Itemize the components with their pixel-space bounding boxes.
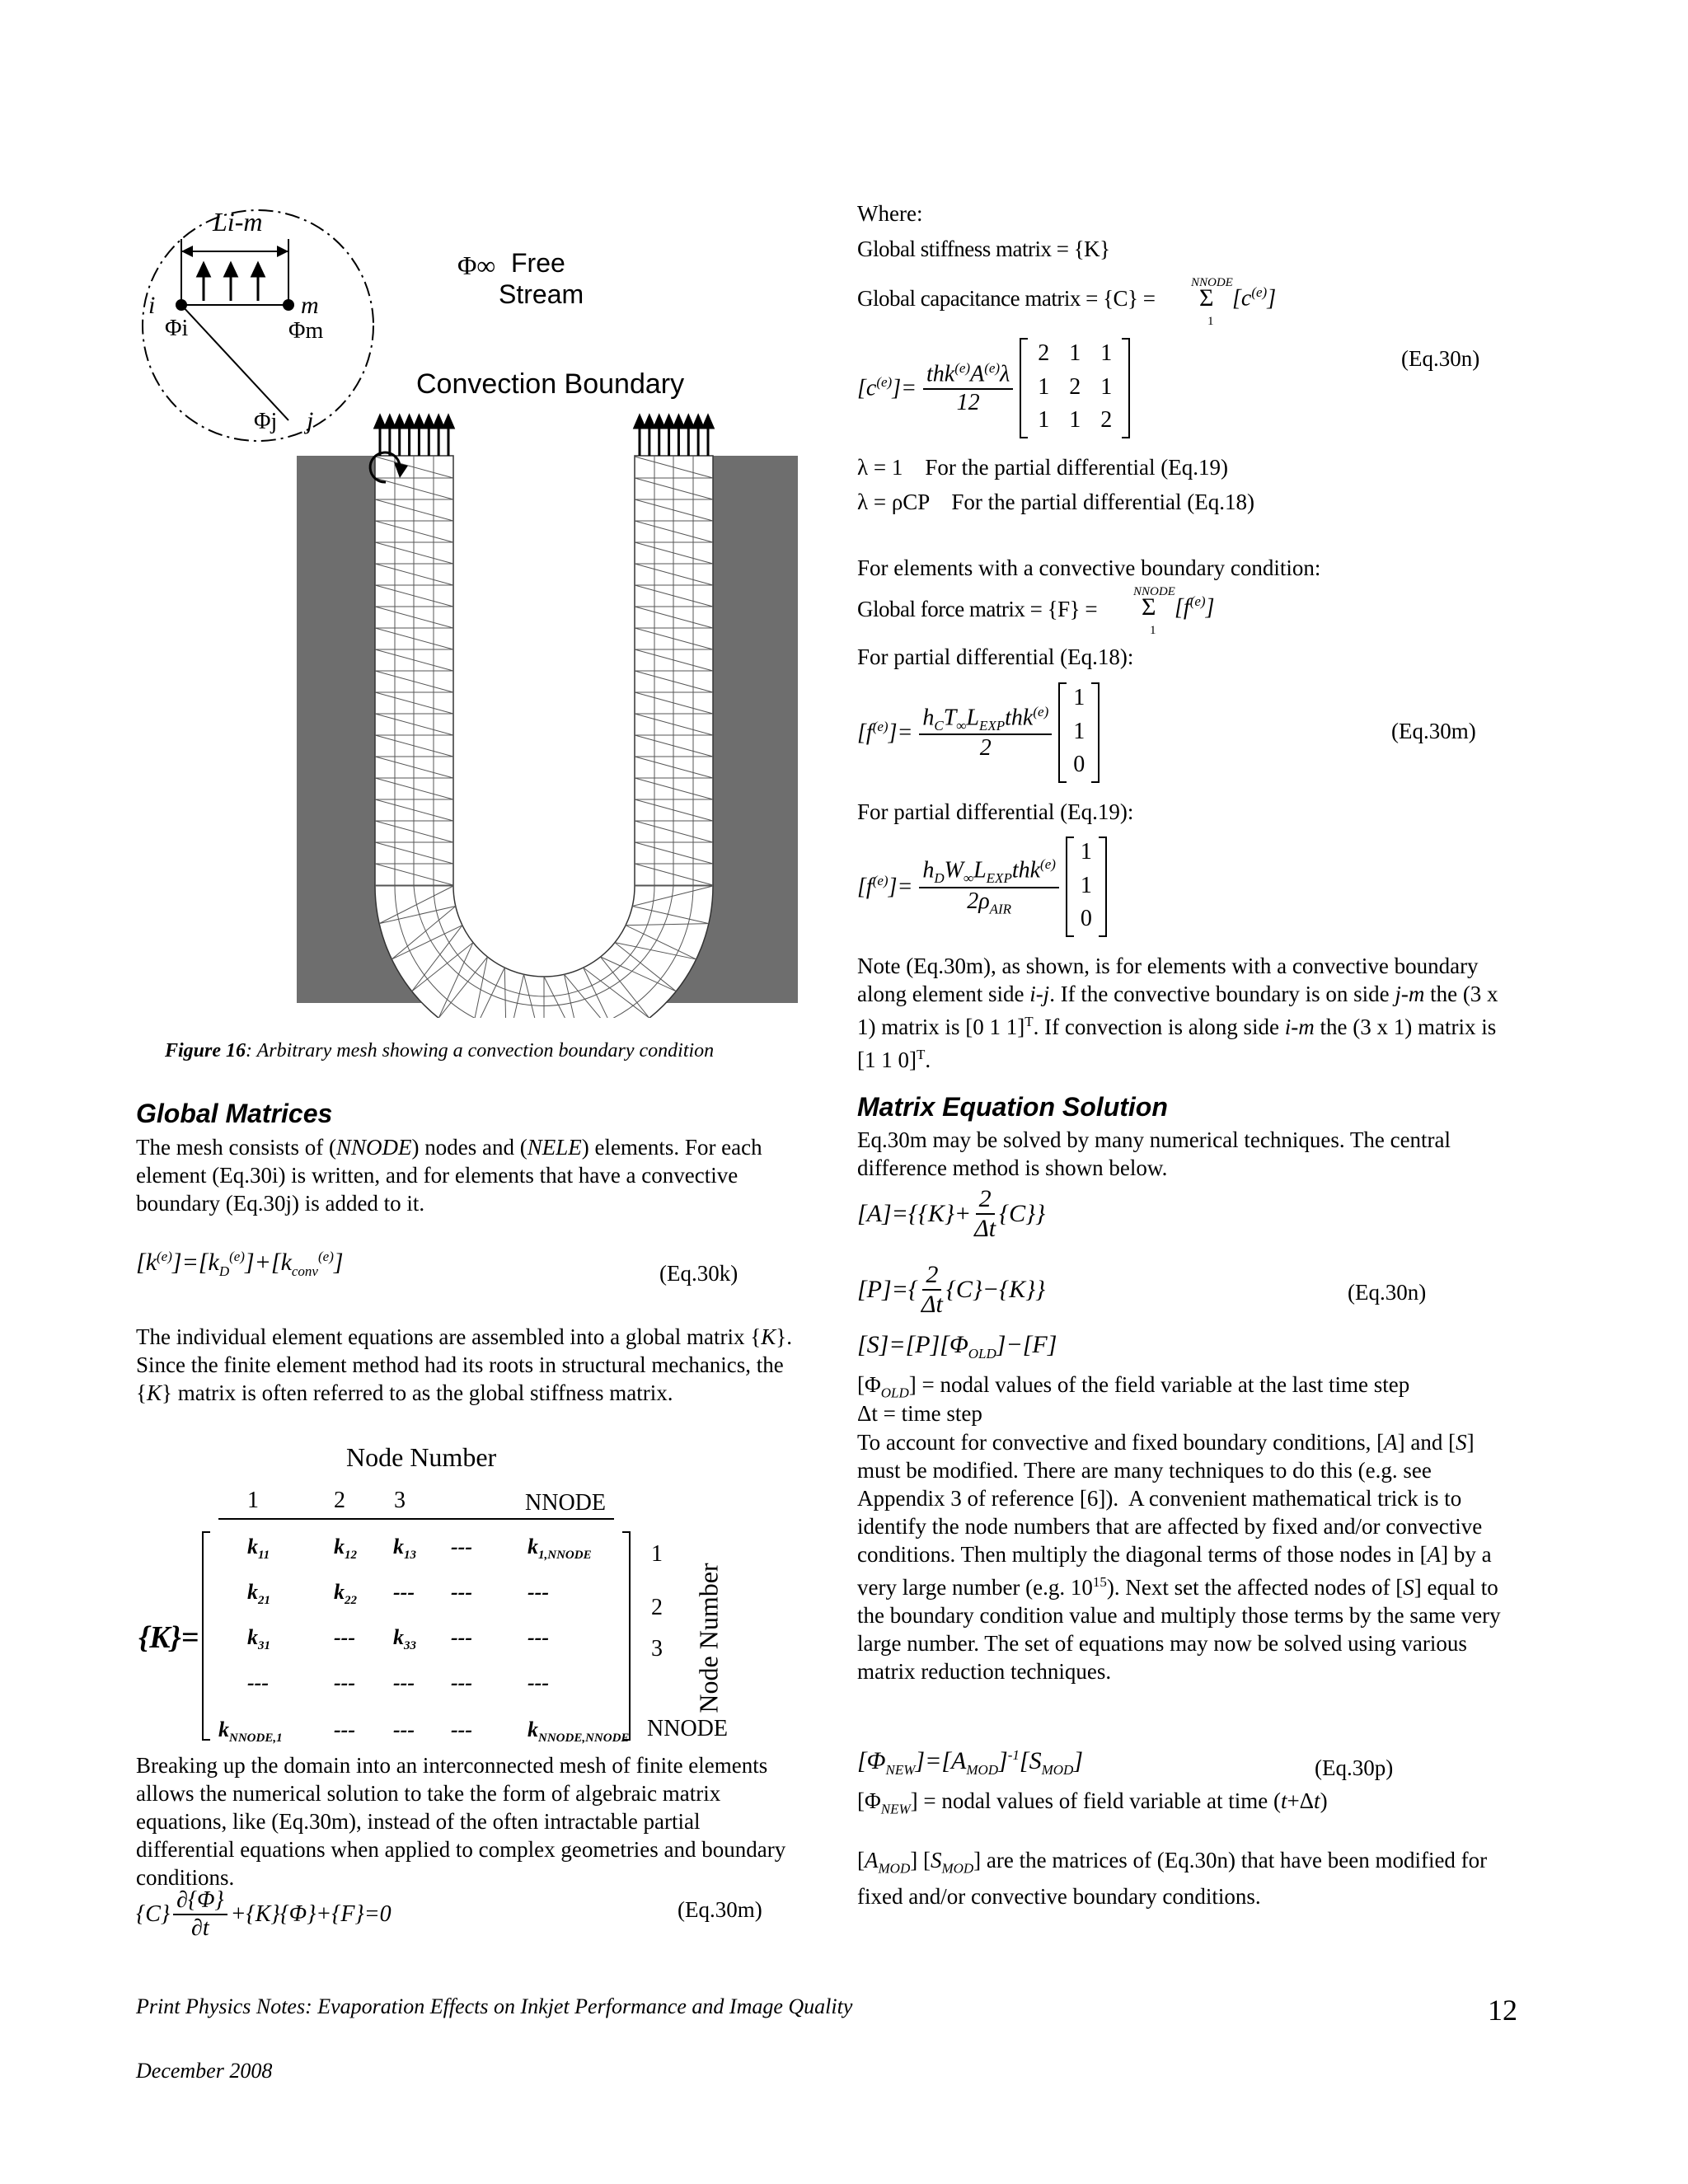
node-number-side: Node Number bbox=[693, 1563, 724, 1713]
left-para1: The mesh consists of (NNODE) nodes and (NELE) elements. For each element (Eq.30i) is written, and for elements that have a convective boundary (Eq.30j) is added to it. bbox=[136, 1135, 762, 1216]
matrix-cell: --- bbox=[528, 1625, 549, 1649]
sum-lower-cap: 1 bbox=[1207, 315, 1214, 328]
free-stream-line1: Free bbox=[511, 248, 565, 278]
eq30p-label: (Eq.30p) bbox=[1315, 1755, 1394, 1780]
matrix-cell: --- bbox=[393, 1671, 415, 1694]
row-label-2: 2 bbox=[651, 1595, 663, 1620]
phi-new-def: $[\Phi_{NEW}]$ = nodal values of field variable at time (t+Δt) bbox=[857, 1788, 1328, 1817]
col-header-line bbox=[218, 1518, 614, 1520]
fe-term: $[f^{(e)}]$ bbox=[1175, 593, 1215, 621]
matrix-cell: $k_{22}$ bbox=[334, 1580, 357, 1608]
matrix-cell: --- bbox=[451, 1671, 472, 1694]
sum-symbol-force: Σ bbox=[1142, 593, 1156, 621]
matrix-cell: --- bbox=[451, 1580, 472, 1604]
matrix-cell: --- bbox=[451, 1535, 472, 1558]
col-header-2: 2 bbox=[334, 1488, 345, 1513]
amod-def: $[A_{MOD}]$ $[S_{MOD}]$ are the matrices of (Eq.30n) that have been modified for fixed and/or convective boundary conditions. bbox=[857, 1848, 1488, 1910]
global-force-line: Global force matrix = {F} = bbox=[857, 597, 1098, 621]
eq-s: $[S]=[P][\Phi_{OLD}]-[F]$ bbox=[857, 1331, 1057, 1361]
lambda-line-2: λ = ρCP For the partial differential (Eq.18) bbox=[857, 490, 1254, 514]
fe-eq18: $[f^{(e)}]=$ $\frac{h_CT_\infty L_{EXP}thk^{(e)}}{2}$ 1 1 0 bbox=[857, 682, 1100, 783]
fe-eq19: $[f^{(e)}]=$ $\frac{h_DW_\infty L_{EXP}thk^{(e)}}{2\rho_{AIR}}$ 1 1 0 bbox=[857, 837, 1107, 937]
label-m: m bbox=[301, 292, 319, 319]
footer-date: December 2008 bbox=[136, 2059, 273, 2083]
note-para: Note (Eq.30m), as shown, is for elements with a convective boundary along element side i-j. If the convective boundary is on side j-m the (3 x 1) matrix is [0 1 1]$^T$. If convection is along side i-m the (3 x 1) matrix is [1 1 0]$^T$. bbox=[857, 954, 1498, 1072]
global-stiffness-line: Global stiffness matrix = {K} bbox=[857, 237, 1110, 261]
matrix-cell: --- bbox=[393, 1580, 415, 1604]
label-phi-m: Φm bbox=[288, 318, 324, 344]
eq30m-left-label: (Eq.30m) bbox=[678, 1897, 762, 1922]
matrix-cell: --- bbox=[393, 1718, 415, 1741]
eq30n-label: (Eq.30n) bbox=[1348, 1280, 1427, 1305]
node-number-title: Node Number bbox=[346, 1442, 497, 1472]
convection-boundary-label: Convection Boundary bbox=[416, 368, 685, 400]
sum-symbol-cap: Σ bbox=[1199, 284, 1214, 312]
label-lim: Li-m bbox=[213, 207, 263, 237]
eq30k-label: (Eq.30k) bbox=[659, 1261, 738, 1286]
free-stream-symbol: Φ∞ bbox=[457, 251, 496, 280]
matrix-cell: --- bbox=[528, 1580, 549, 1604]
eq-30m-left: {C} $\frac{\partial\{\Phi\}}{\partial t}$ +{K}{Φ}+{F}=0 bbox=[136, 1887, 392, 1941]
matrix-cell: $k_{11}$ bbox=[247, 1535, 270, 1563]
global-capacitance-line: Global capacitance matrix = {C} = bbox=[857, 286, 1156, 311]
matrix-cell: --- bbox=[528, 1671, 549, 1694]
matrix-cell: $k_{31}$ bbox=[247, 1625, 270, 1653]
col-header-3: 3 bbox=[394, 1488, 406, 1513]
label-phi-j: Φj bbox=[254, 409, 278, 434]
free-stream-line2: Stream bbox=[499, 279, 584, 309]
matrix-cell: --- bbox=[334, 1718, 355, 1741]
sum-lower-force: 1 bbox=[1150, 624, 1156, 637]
eq-30p: $[\Phi_{NEW}]=[A_{MOD}]^{-1}[S_{MOD}]$ bbox=[857, 1747, 1083, 1778]
phi-old-def: $[\Phi_{OLD}]$ = nodal values of the field variable at the last time step bbox=[857, 1372, 1410, 1401]
heading-matrix-solution: Matrix Equation Solution bbox=[857, 1092, 1168, 1122]
eq-a: [A]={{K}+ $\frac{2}{\Delta t}$ {C}} bbox=[857, 1185, 1046, 1242]
row-label-3: 3 bbox=[651, 1636, 663, 1661]
convective-intro: For elements with a convective boundary condition: bbox=[857, 555, 1321, 580]
mesh-figure bbox=[124, 194, 824, 1018]
lambda-line-1: λ = 1 For the partial differential (Eq.19) bbox=[857, 455, 1228, 480]
label-i: i bbox=[148, 292, 156, 319]
matrix-cell: --- bbox=[334, 1671, 355, 1694]
sum-nnode-force: NNODE bbox=[1133, 585, 1175, 598]
pd18-line: For partial differential (Eq.18): bbox=[857, 644, 1134, 669]
flux-arrows bbox=[198, 264, 264, 301]
col-header-nnode: NNODE bbox=[525, 1490, 606, 1516]
col-header-1: 1 bbox=[247, 1488, 259, 1513]
matrix-cell: --- bbox=[451, 1625, 472, 1649]
matrix-lhs: {K}= bbox=[138, 1620, 199, 1655]
matrix-cell: $k_{13}$ bbox=[393, 1535, 416, 1563]
caption-bold: Figure 16 bbox=[165, 1040, 246, 1062]
sum-nnode-cap: NNODE bbox=[1191, 276, 1233, 289]
footer-title: Print Physics Notes: Evaporation Effects on Inkjet Performance and Image Quality bbox=[136, 1994, 853, 2018]
ce-matrix-eq: $[c^{(e)}]=$ $\frac{thk^{(e)}A^{(e)}\lambda}{12}$ 2 1 1 1 2 1 1 1 2 bbox=[857, 338, 1130, 438]
label-phi-i: Φi bbox=[165, 316, 189, 341]
matrix-cell: --- bbox=[334, 1625, 355, 1649]
matrix-cell: $k_{NNODE,NNODE}$ bbox=[528, 1718, 630, 1746]
matrix-right-bracket bbox=[622, 1531, 631, 1741]
caption-rest: : Arbitrary mesh showing a convection boundary condition bbox=[246, 1040, 715, 1062]
matrix-cell: $k_{33}$ bbox=[393, 1625, 416, 1653]
matrix-cell: $k_{12}$ bbox=[334, 1535, 357, 1563]
left-para3: Breaking up the domain into an interconnected mesh of finite elements allows the numerical solution to take the form of algebraic matrix equations, like (Eq.30m), instead of the often intractable partial differential equations when applied to complex geometries and boundary conditions. bbox=[136, 1753, 786, 1890]
matrix-cell: $k_{21}$ bbox=[247, 1580, 270, 1608]
heading-global-matrices: Global Matrices bbox=[136, 1099, 333, 1128]
ce-term: $[c^{(e)}]$ bbox=[1232, 284, 1277, 312]
row-label-nnode: NNODE bbox=[647, 1716, 728, 1741]
label-j: j bbox=[307, 407, 314, 434]
u-mesh bbox=[375, 456, 713, 1018]
dt-def: Δt = time step bbox=[857, 1401, 982, 1426]
matrix-cell: $k_{1,NNODE}$ bbox=[528, 1535, 592, 1563]
eq-30k: $[k^{(e)}]=[k_D^{(e)}]+[k_{conv}^{(e)}]$ bbox=[136, 1249, 344, 1279]
right-para2: To account for convective and fixed boundary conditions, [A] and [S] must be modified. There are many techniques to do this (e.g. see Appendix 3 of reference [6]). A convenient mathematical trick is to identify the node numbers that are affected by fixed and/or convective conditions. Then multiply the diagonal terms of those nodes in [A] by a very large number (e.g. $10^{15}$). Next set the affected nodes of [S] equal to the boundary condition value and multiply those terms by the same very large number. The set of equations may now be solved using various matrix reduction techniques. bbox=[857, 1430, 1501, 1684]
eq30m-right-label: (Eq.30m) bbox=[1391, 719, 1476, 743]
figure-caption bbox=[165, 1040, 714, 1062]
row-label-1: 1 bbox=[651, 1541, 663, 1567]
matrix-left-bracket bbox=[202, 1531, 210, 1741]
matrix-cell: $k_{NNODE,1}$ bbox=[218, 1718, 283, 1746]
right-para1: Eq.30m may be solved by many numerical techniques. The central difference method is shown below. bbox=[857, 1127, 1451, 1180]
eq30n-top-label: (Eq.30n) bbox=[1401, 346, 1480, 371]
matrix-cell: --- bbox=[247, 1671, 269, 1694]
left-para2: The individual element equations are assembled into a global matrix {K}. Since the finite element method had its roots in structural mechanics, the {K} matrix is often referred to as the global stiffness matrix. bbox=[136, 1324, 792, 1405]
eq-p: [P]={ $\frac{2}{\Delta t}$ {C}−{K}} bbox=[857, 1261, 1046, 1318]
domain bbox=[297, 456, 798, 1018]
where-label: Where: bbox=[857, 201, 923, 226]
page-number: 12 bbox=[1488, 1994, 1517, 2027]
matrix-cell: --- bbox=[451, 1718, 472, 1741]
pd19-line: For partial differential (Eq.19): bbox=[857, 799, 1134, 824]
